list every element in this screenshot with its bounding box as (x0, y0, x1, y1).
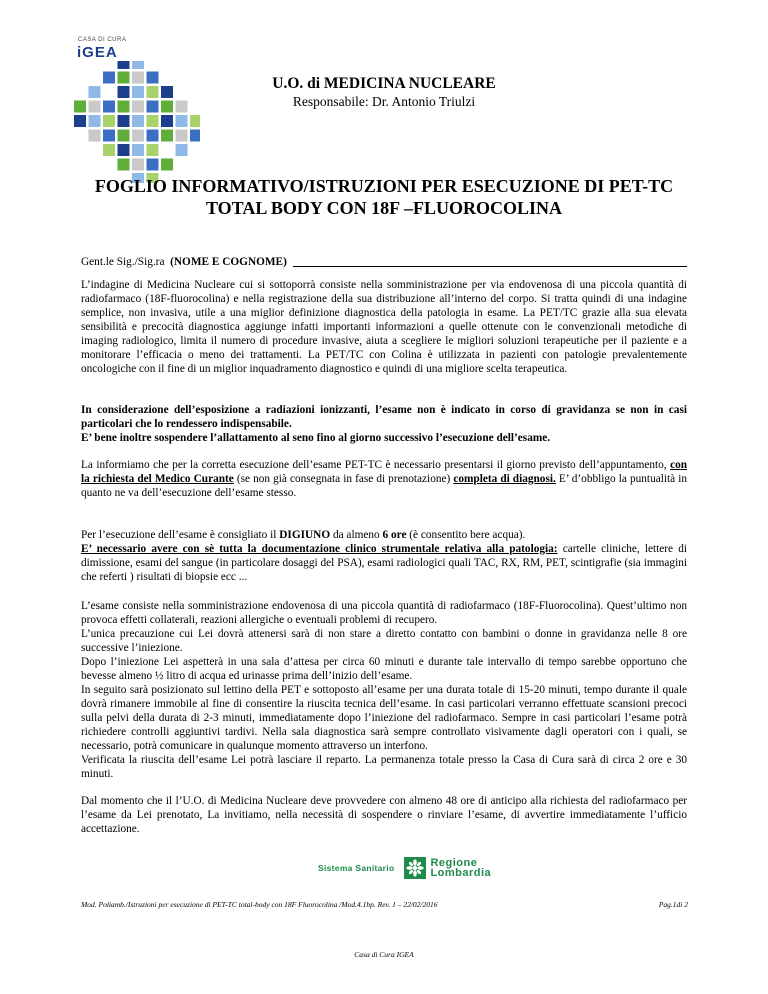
salutation-prefix: Gent.le Sig./Sig.ra (81, 256, 165, 268)
unit-header (0, 75, 768, 110)
logo-mosaic-tile (103, 130, 115, 142)
paragraph-cancellation (81, 794, 687, 836)
unit-responsible: Responsabile: Dr. Antonio Triulzi (292, 94, 476, 109)
appointment-request: con la richiesta del Medico Curante (81, 459, 688, 485)
paragraph-intro (81, 278, 687, 376)
salutation (81, 255, 687, 269)
logo-mosaic-tile (74, 115, 86, 127)
footer-center-text: Casa di Cura IGEA (354, 950, 414, 959)
logo-mosaic-tile (161, 130, 173, 142)
cancellation-text: Dal momento che il l’U.O. di Medicina Nucleare deve provvedere con almeno 48 ore di anticipo alla richiesta del radiofarmaco per l’esame da Lei prenotato, La invitiamo, nella necessità di sospendere o rinviare l’esame, di avvertire immediatamente l’ufficio accettazione. (81, 795, 687, 835)
prep-text-2: da almeno (332, 529, 380, 541)
regione-lombardia-text (430, 858, 491, 878)
logo-top-text: CASA DI CURA (78, 37, 127, 43)
name-fill-line (293, 256, 687, 267)
logo-mosaic-tile (118, 61, 130, 69)
procedure-text-4: In seguito sarà posizionato sul lettino della PET e sottoposto all’esame per una durata totale di 15-20 minuti, tempo durante il quale dovrà rimanere immobile al fine di consentire la riuscita tecnica dell’esame. In casi particolari verranno effettuate scansioni precoci sulla pelvi della durata di 2-3 minuti, immediatamente dopo l’iniezione del radiofarmaco. Sempre in casi particolari l’esame potrà richiedere controlli aggiuntivi tardivi. Nella sala diagnostica sarà sempre controllato visivamente dagli operatori con i quali, se necessario, potrà comunicare in qualunque momento attraverso un interfono. (81, 684, 687, 752)
appointment-text-1: La informiamo che per la corretta esecuzione dell’esame PET-TC è necessario presentarsi il giorno previsto dell’appuntamento, (81, 459, 667, 471)
logo-mosaic-tile (161, 115, 173, 127)
salutation-name-label: (NOME E COGNOME) (170, 256, 287, 268)
logo-mosaic-tile (147, 144, 159, 156)
logo-mosaic-tile (118, 159, 130, 171)
paragraph-warning (81, 403, 687, 445)
prep-text-3: (è consentito bere acqua). (409, 529, 526, 541)
document-title (0, 175, 768, 219)
logo-mosaic-tile (176, 130, 188, 142)
sistema-sanitario-text: Sistema Sanitario (318, 863, 395, 873)
appointment-text-3: E’ d’obbligo la puntualità in quanto ne va dell’esecuzione dell’esame stesso. (81, 473, 688, 499)
logo-mosaic-tile (132, 130, 144, 142)
paragraph-preparation (81, 528, 687, 584)
regione-lombardia-rose-icon (404, 857, 426, 879)
logo-mosaic-tile (147, 159, 159, 171)
logo-mosaic-tile (89, 130, 101, 142)
paragraph-appointment (81, 458, 687, 500)
logo-mosaic-tile (147, 130, 159, 142)
title-line-2: TOTAL BODY CON 18F –FLUOROCOLINA (205, 198, 563, 218)
logo-name: iGEA (77, 44, 118, 61)
logo-mosaic-tile (132, 61, 144, 69)
warning-breastfeeding: E’ bene inoltre sospendere l’allattamento al seno fino al giorno successivo l’esecuzione dell’esame. (81, 432, 551, 444)
logo-mosaic-tile (190, 130, 200, 142)
logo-mosaic-tile (103, 115, 115, 127)
title-line-1: FOGLIO INFORMATIVO/ISTRUZIONI PER ESECUZIONE DI PET-TC (94, 176, 674, 196)
regione-word: Regione (430, 857, 478, 869)
footer-doc-reference: Mod. Poliamb./Istruzioni per esecuzione di PET-TC total-body con 18F Fluorocolina /Mod.4.1bp. Rev. 1 – 22/02/2016 (81, 900, 438, 909)
logo-mosaic-tile (176, 144, 188, 156)
prep-hours: 6 ore (382, 529, 407, 541)
procedure-text-2: L’unica precauzione cui Lei dovrà attenersi sarà di non stare a diretto contatto con bambini o donne in gravidanza nelle 8 ore successive l’iniezione. (81, 628, 687, 654)
logo-mosaic-tile (89, 115, 101, 127)
logo-mosaic-tile (132, 159, 144, 171)
logo-mosaic-tile (132, 144, 144, 156)
appointment-text-2: (se non già consegnata in fase di prenotazione) (236, 473, 451, 485)
logo-mosaic-tile (118, 130, 130, 142)
footer-page-number: Pag.1di 2 (658, 900, 688, 909)
procedure-text-1: L’esame consiste nella somministrazione endovenosa di una piccola quantità di radiofarmaco (18F-Fluorocolina). Quest’ultimo non provoca effetti collaterali, reazioni allergiche o eventuali problemi di recupero. (81, 600, 687, 626)
paragraph-procedure (81, 599, 687, 781)
prep-text-1: Per l’esecuzione dell’esame è consigliato il (81, 529, 277, 541)
unit-title: U.O. di MEDICINA NUCLEARE (272, 75, 496, 92)
procedure-text-5: Verificata la riuscita dell’esame Lei potrà lasciare il reparto. La permanenza totale presso la Casa di Cura sarà di circa 2 ore e 30 minuti. (81, 754, 687, 780)
logo-mosaic-tile (118, 144, 130, 156)
logo-mosaic-tile (147, 115, 159, 127)
logo-mosaic-tile (190, 115, 200, 127)
logo-mosaic-tile (176, 115, 188, 127)
prep-fasting: DIGIUNO (279, 529, 331, 541)
logo-mosaic-tile (103, 144, 115, 156)
prep-documentation-list: cartelle cliniche, lettere di dimissione, esami del sangue (in particolare dosaggi del PSA), esami radiologici quali TAC, RX, RM, PET, scintigrafie (sia immagini che referti ) risultati di biopsie ecc ... (81, 543, 688, 583)
intro-text: L’indagine di Medicina Nucleare cui si sottoporrà consiste nella somministrazione per via endovenosa di una piccola quantità di radiofarmaco (18F-fluorocolina) e nella registrazione della sua distribuzione all’interno del corpo. Si tratta quindi di una indagine semplice, non invasiva, utile a una miglior definizione diagnostica della patologia in esame. La PET/TC grazie alla sua elevata sensibilità e precocità diagnostica aggiunge infatti importanti informazioni a quelle ottenute con le convenzionali metodiche di imaging radiologico, limita il numero di procedure invasive, aiuta a scegliere le migliori soluzioni terapeutiche per il paziente e a monitorare l’efficacia o meno dei trattamenti. La PET/TC con Colina è utilizzata in pazienti con patologie prevalentemente oncologiche con il fine di un miglior inquadramento diagnostico e quindi di una migliore scelta terapeutica. (81, 279, 687, 375)
prep-documentation: E’ necessario avere con sè tutta la documentazione clinico strumentale relativa alla patologia: (81, 543, 558, 555)
appointment-diagnosis: completa di diagnosi. (453, 473, 556, 485)
logo-mosaic-tile (118, 115, 130, 127)
procedure-text-3: Dopo l’iniezione Lei aspetterà in una sala d’attesa per circa 60 minuti e durante tale intervallo di tempo sarebbe opportuno che bevesse almeno ½ litro di acqua ed urinasse prima dell’inizio dell’esame. (81, 656, 687, 682)
regione-lombardia-logo (318, 857, 491, 879)
lombardia-word: Lombardia (430, 867, 492, 879)
logo-mosaic-tile (132, 115, 144, 127)
warning-pregnancy: In considerazione dell’esposizione a radiazioni ionizzanti, l’esame non è indicato in corso di gravidanza se non in casi particolari che lo rendessero indispensabile. (81, 404, 687, 430)
logo-mosaic-tile (161, 159, 173, 171)
